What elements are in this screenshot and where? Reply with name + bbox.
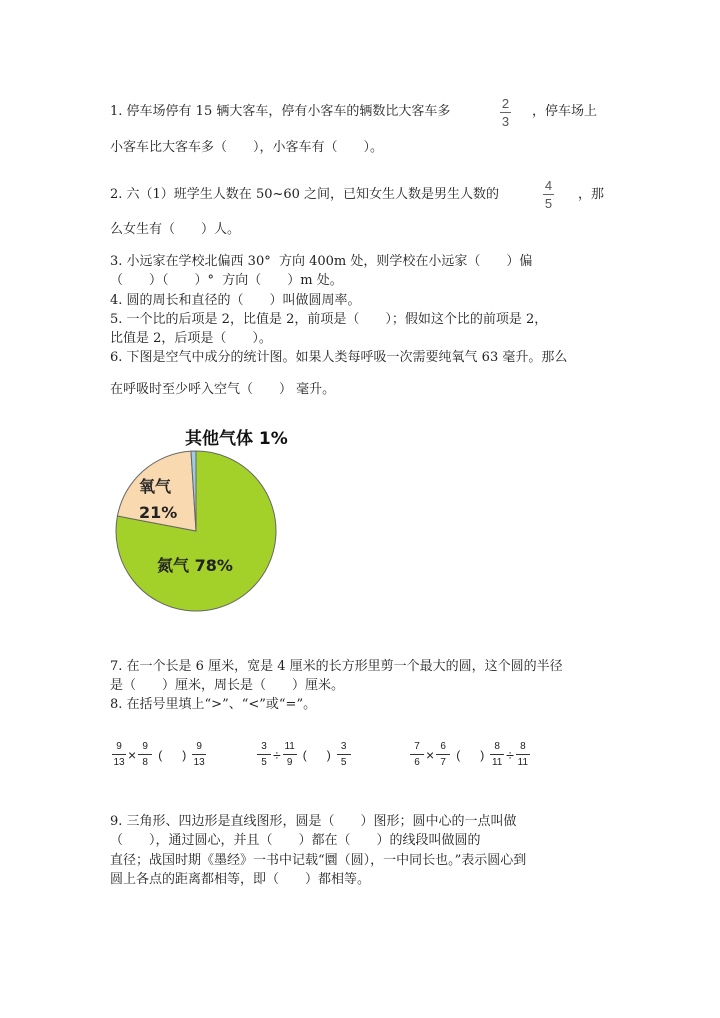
- pie-label-nitrogen: 氮气 78%: [157, 556, 233, 575]
- q1-frac-numerator: 2: [501, 96, 510, 111]
- fraction: 9 13: [193, 741, 205, 768]
- divide-sign: ÷: [506, 746, 514, 763]
- q2-frac-denominator: 5: [544, 196, 553, 211]
- fraction: 6 7: [436, 741, 450, 768]
- q9-line2: （ ），通过圆心，并且（ ）都在（ ）的线段叫做圆的: [110, 833, 481, 848]
- q2-line1: 2. 六（1）班学生人数在 50~60 之间，已知女生人数是男生人数的: [110, 187, 500, 202]
- q3-line2: （ ）（ ）° 方向（ ）m 处。: [110, 273, 343, 288]
- fraction: 9 8: [138, 741, 152, 768]
- q7-line1: 7. 在一个长是 6 厘米，宽是 4 厘米的长方形里剪一个最大的圆，这个圆的半径: [110, 659, 563, 674]
- divide-sign: ÷: [273, 746, 281, 763]
- q2-fraction: [543, 178, 554, 211]
- answer-blank[interactable]: ( ): [456, 747, 485, 762]
- q1-line1-end: ，停车场上: [532, 104, 598, 119]
- q3-line1: 3. 小远家在学校北偏西 30° 方向 400m 处，则学校在小远家（ ）偏: [110, 254, 533, 269]
- answer-blank[interactable]: ( ): [158, 747, 187, 762]
- fraction: 8 11: [517, 741, 529, 768]
- pie-label-other: 其他气体 1%: [185, 429, 288, 449]
- comparison-1: [112, 741, 206, 768]
- q2-line1-end: ，那: [578, 187, 605, 202]
- comparison-3: [410, 741, 530, 768]
- q9-line1: 9. 三角形、四边形是直线图形，圆是（ ）图形；圆中心的一点叫做: [110, 814, 517, 829]
- times-sign: ×: [426, 746, 435, 763]
- comparison-2: [257, 741, 351, 768]
- q1-frac-denominator: 3: [501, 114, 510, 129]
- fraction: 11 9: [284, 741, 295, 768]
- fraction: 7 6: [410, 741, 424, 768]
- q2-frac-numerator: 4: [544, 178, 553, 193]
- fraction-bar: [543, 194, 554, 195]
- q9-line3: 直径；战国时期《墨经》一书中记载“圜（圆），一中同长也。”表示圆心到: [110, 853, 527, 868]
- fraction: 3 5: [257, 741, 271, 768]
- q6-line2: 在呼吸时至少呼入空气（ ） 毫升。: [110, 382, 336, 397]
- q1-line2: 小客车比大客车多（ ），小客车有（ ）。: [110, 140, 384, 155]
- fraction: 8 11: [491, 741, 503, 768]
- times-sign: ×: [128, 746, 137, 763]
- fraction-bar: [500, 112, 511, 113]
- q8-line1: 8. 在括号里填上“>”、“<”或“=”。: [110, 697, 317, 712]
- pie-label-oxygen-value: 21%: [139, 503, 178, 522]
- q9-line4: 圆上各点的距离都相等，即（ ）都相等。: [110, 872, 371, 887]
- fraction: 9 13: [113, 741, 125, 768]
- answer-blank[interactable]: ( ): [302, 747, 331, 762]
- q1-fraction: [500, 96, 511, 129]
- q7-line2: 是（ ）厘米，周长是（ ）厘米。: [110, 678, 345, 693]
- q5-line1: 5. 一个比的后项是 2，比值是 2，前项是（ ）；假如这个比的前项是 2，: [110, 312, 548, 327]
- q5-line2: 比值是 2，后项是（ ）。: [110, 331, 272, 346]
- q4-line1: 4. 圆的周长和直径的（ ）叫做圆周率。: [110, 293, 361, 308]
- air-composition-pie-chart: [105, 420, 345, 630]
- q1-line1: 1. 停车场停有 15 辆大客车，停有小客车的辆数比大客车多: [110, 104, 451, 119]
- fraction: 3 5: [337, 741, 351, 768]
- q2-line2: 么女生有（ ）人。: [110, 222, 241, 237]
- q6-line1: 6. 下图是空气中成分的统计图。如果人类每呼吸一次需要纯氧气 63 毫升。那么: [110, 350, 568, 365]
- pie-label-oxygen-name: 氧气: [139, 477, 172, 496]
